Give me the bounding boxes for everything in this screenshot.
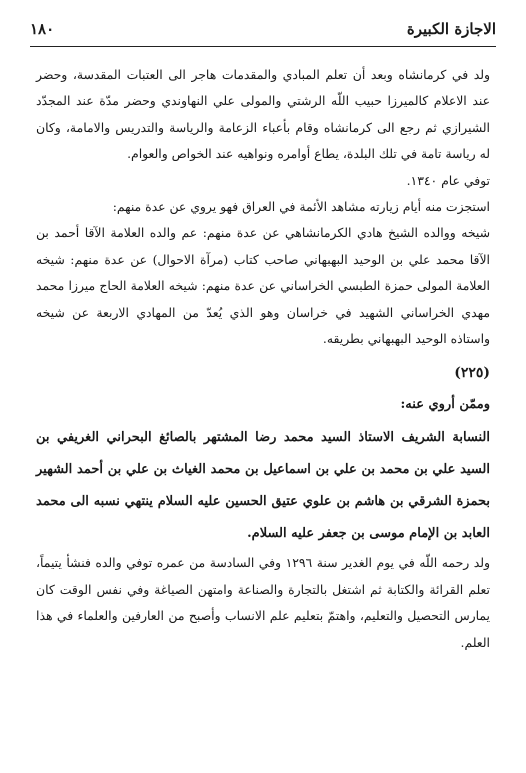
- header-rule: [30, 46, 496, 47]
- paragraph-biography: ولد في كرمانشاه وبعد أن تعلم المبادي والمقدمات هاجر الى العتبات المقدسة، وحضر عند الاعلام كالميرزا حبيب اللّه الرشتي والمولى علي النهاوندي وحضر مدّة عند المجدّد الشيرازي ثم رجع الى كرمانشاه وقام بأعباء الزعامة والرياسة والتدريس والامامة، وكان له رياسة تامة في تلك البلدة، يطاع أوامره ونواهيه عند الخواص والعوام.: [36, 67, 490, 162]
- running-title: الاجازة الكبيرة: [406, 20, 496, 38]
- paragraph-birth: ولد رحمه اللّه في يوم الغدير سنة ١٢٩٦ وفي السادسة من عمره توفي والده فنشأ يتيماً، تعلم القرائة والكتابة ثم اشتغل بالتجارة والصناعة وامتهن الصياغة وفي نفس الوقت كان يمارس التحصيل والتعليم، واهتمّ بتعليم علم الانساب وأصبح من العارفين والعلماء في هذا العلم.: [36, 555, 490, 650]
- page-body: [36, 62, 490, 656]
- paragraph-chain: شيخه ووالده الشيخ هادي الكرمانشاهي عن عدة منهم: عم والده العلامة الآقا أحمد بن الآقا محمد علي بن الوحيد البهبهاني صاحب كتاب (مرآة الاحوال) عن عدة منهم: شيخه العلامة المولى حمزة الطبسي الخراساني عن عدة منهم: شيخه العلامة الحاج ميرزا محمد مهدي الخراساني الشهيد في خراسان وهو الذي يُعدّ من المهادي الاربعة عن شيخه واستاذه الوحيد البهبهاني بطريقه.: [36, 225, 490, 347]
- section-number: (٢٢٥): [454, 365, 490, 382]
- lineage-block: النسابة الشريف الاستاذ السيد محمد رضا المشتهر بالصائغ البحراني الغريفي بن السيد علي بن محمد بن علي بن اسماعيل بن محمد الغياث بن علي بن أحمد الشهير بحمزة الشرقي بن هاشم بن علوي عتيق الحسين عليه السلام ينتهي نسبه الى محمد العابد بن الإمام موسى بن جعفر عليه السلام.: [36, 430, 490, 542]
- paragraph-ijaza: استجزت منه أيام زيارته مشاهد الأئمة في العراق فهو يروي عن عدة منهم:: [112, 199, 490, 215]
- page-header: [30, 14, 496, 44]
- page-number: ١٨٠: [30, 20, 55, 38]
- paragraph-death-year: توفي عام ١٣٤٠.: [406, 172, 490, 188]
- section-intro: وممّن أروي عنه:: [400, 397, 490, 413]
